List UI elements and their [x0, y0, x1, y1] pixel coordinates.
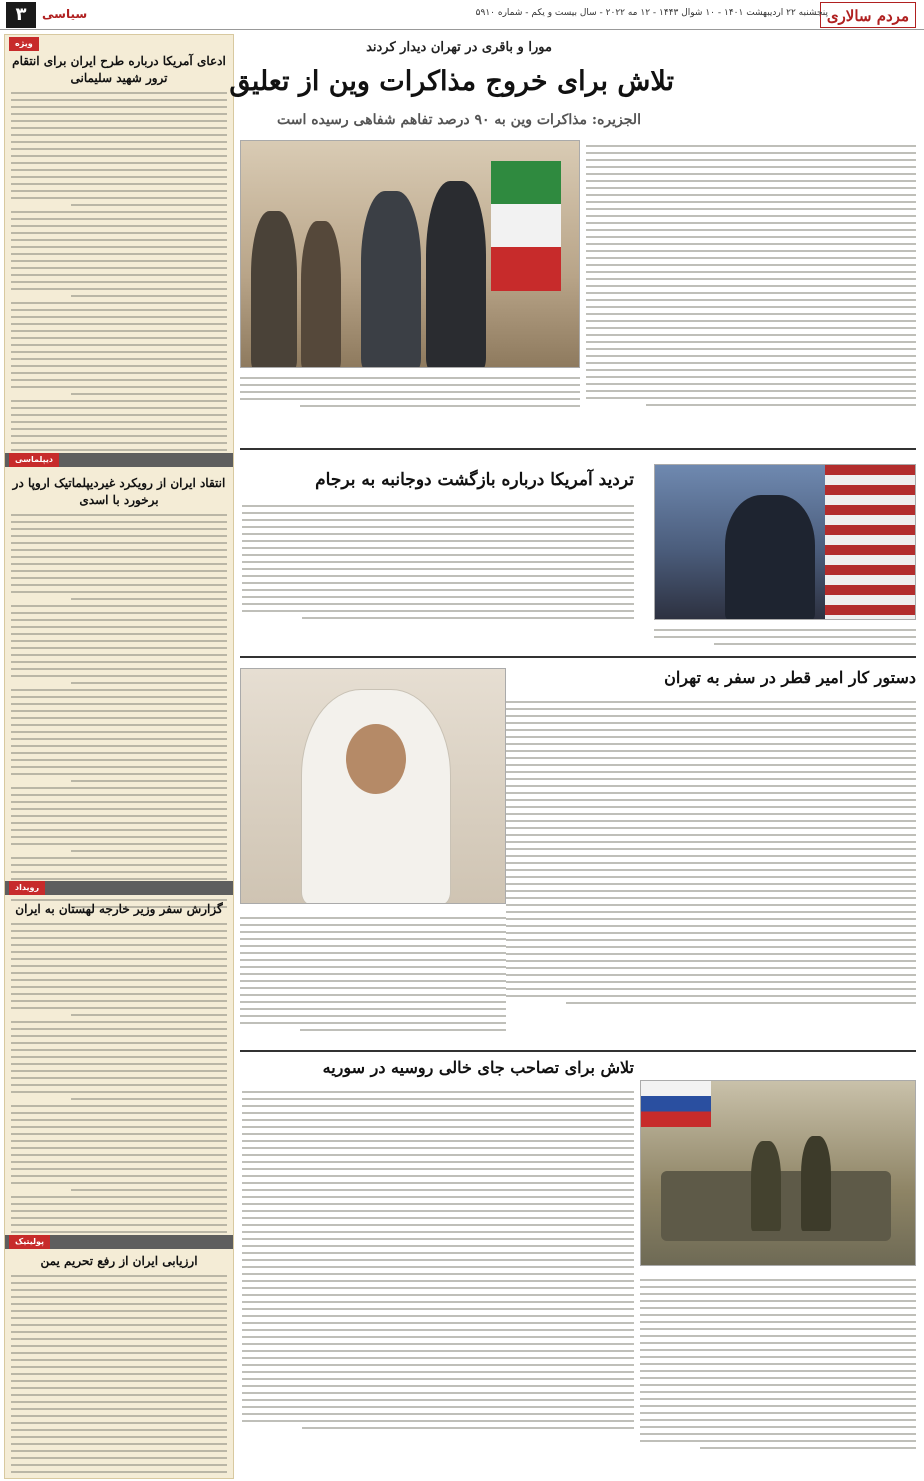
qatar-emir-title: دستور کار امیر قطر در سفر به تهران	[664, 668, 916, 687]
russia-flag-icon	[641, 1081, 711, 1127]
syria-body	[242, 1086, 634, 1476]
sidebar-item-title: گزارش سفر وزیر خارجه لهستان به ایران	[15, 902, 223, 916]
article-body	[11, 92, 227, 458]
qatar-emir-body-cont	[240, 912, 506, 1044]
lead-kicker: مورا و باقری در تهران دیدار کردند	[366, 40, 552, 55]
us-flag-icon	[825, 465, 916, 620]
section-divider	[240, 1050, 916, 1052]
iran-flag-icon	[491, 161, 561, 291]
soldier-figure-icon	[801, 1136, 831, 1231]
sidebar-item-4	[5, 1253, 233, 1479]
sidebar-tag: ویژه	[9, 37, 39, 51]
section-name: سیاسی	[42, 7, 88, 21]
newspaper-logo: مردم سالاری	[820, 2, 916, 28]
person-figure-icon	[301, 689, 451, 904]
article-body	[11, 923, 227, 1247]
sidebar-item-title: انتقاد ایران از رویکرد غیردیپلماتیک اروپا در برخورد با اسدی	[12, 476, 226, 507]
section-divider	[240, 448, 916, 450]
sidebar-item-3	[5, 901, 233, 1252]
issue-line: پنجشنبه ۲۲ اردیبهشت ۱۴۰۱ - ۱۰ شوال ۱۴۴۳ - ۱۲ مه ۲۰۲۲ - سال بیست و یکم - شماره ۵۹۱۰	[475, 8, 828, 18]
section-divider	[240, 656, 916, 658]
qatar-emir-body	[506, 696, 916, 1046]
sidebar-item-title: ادعای آمریکا درباره طرح ایران برای انتقام ترور شهید سلیمانی	[12, 54, 226, 85]
sidebar-tag: دیپلماسی	[9, 453, 59, 467]
lead-subhead: الجزیره: مذاکرات وین به ۹۰ درصد تفاهم شفاهی رسیده است	[277, 112, 641, 128]
us-doubt-body	[242, 500, 634, 630]
syria-title: تلاش برای تصاحب جای خالی روسیه در سوریه	[322, 1058, 634, 1077]
sidebar	[4, 34, 234, 1479]
sidebar-tag: پولیتیک	[9, 1235, 50, 1249]
emir-photo	[240, 668, 506, 904]
syria-body-cont	[640, 1274, 916, 1474]
face-icon	[346, 724, 406, 794]
lead-photo-caption	[240, 372, 580, 422]
person-figure-icon	[725, 495, 815, 620]
sidebar-item-2	[5, 475, 233, 913]
soldier-figure-icon	[751, 1141, 781, 1231]
lead-photo	[240, 140, 580, 368]
article-body	[11, 514, 227, 908]
masthead	[0, 0, 924, 30]
lead-article-body	[586, 140, 916, 440]
person-figure-icon	[426, 181, 486, 368]
spokesman-photo	[654, 464, 916, 620]
person-figure-icon	[251, 211, 297, 368]
person-figure-icon	[361, 191, 421, 368]
syria-photo	[640, 1080, 916, 1266]
page-number: ۳	[6, 2, 36, 28]
article-body	[11, 1275, 227, 1479]
person-figure-icon	[301, 221, 341, 368]
sidebar-item-title: ارزیابی ایران از رفع تحریم یمن	[40, 1254, 198, 1268]
sidebar-item-1	[5, 53, 233, 463]
us-doubt-title: تردید آمریکا درباره بازگشت دوجانبه به برجام	[315, 470, 634, 490]
spokesman-photo-caption	[654, 624, 916, 654]
lead-headline: تلاش برای خروج مذاکرات وین از تعلیق	[229, 66, 674, 97]
sidebar-tag: رویداد	[9, 881, 45, 895]
